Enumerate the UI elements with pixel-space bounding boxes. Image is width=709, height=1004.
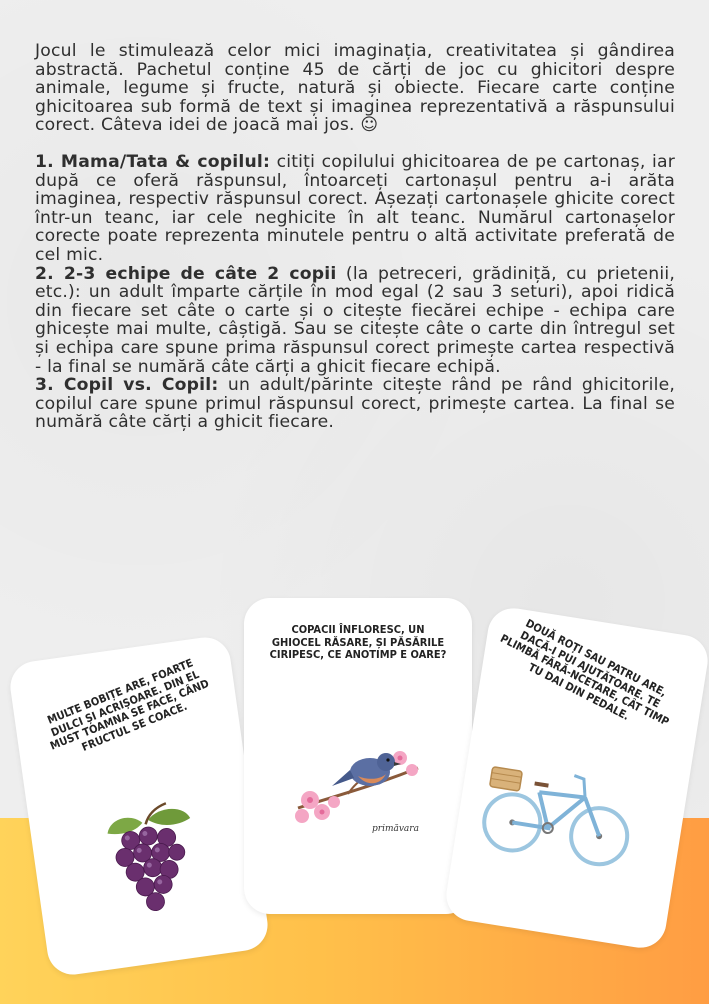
bicycle-icon [471,746,646,880]
card-riddle-text: MULTE BOBIȚE ARE, FOARTE DULCI ȘI ACRIȘOARE. DIN EL MUST TOAMNA SE FACE, CÂND FRUCTUL SE COACE. [45,656,211,754]
game-idea-3 [35,376,675,432]
intro-paragraph [35,42,675,135]
idea-2-title: 2. 2-3 echipe de câte 2 copii [35,263,337,284]
riddle-card-spring [244,598,472,914]
bird-blossom-icon [288,728,428,838]
intro-text: Jocul le stimulează celor mici imaginația, creativitatea și gândirea abstractă. Pachetul conține 45 de cărți de joc cu ghicitori despre animale, legume și fructe, natură și obiecte. Fiecare carte conține ghicitoarea sub formă de text și imaginea reprezentativă a răspunsului corect. Câteva idei de joacă mai jos. [35,41,675,136]
idea-3-title: 3. Copil vs. Copil: [35,375,219,396]
riddle-card-grapes [7,634,271,978]
card-answer-caption: primăvara [372,824,419,834]
card-riddle-text: DOUĂ ROȚI SAU PATRU ARE, DACĂ-I PUI AJUTĂTOARE. TE PLIMBĂ FĂRĂ-NCETARE, CÂT TIMP TU DAI DIN PEDALE. [498,616,672,729]
idea-3-text: un adult/părinte citește rând pe rând ghicitorile, copilul care spune primul răspunsul corect, primește cartea. La final se numără câte cărți a ghicit fiecare. [35,375,676,433]
game-idea-2 [35,265,675,377]
idea-2-text: (la petreceri, grădiniță, cu prietenii, etc.): un adult împarte cărțile în mod egal (2 sau 3 seturi), apoi ridică din fiecare set câte o carte și o citește fiecărei echipe - echipa care ghicește mai multe, câștigă. Sau se citește câte o carte din întregul set și echipa care spune prima răspunsul corect primește cartea respectivă - la final se numără câte cărți a ghicit fiecare echipă. [35,263,675,377]
grapes-icon [88,795,214,929]
game-idea-1 [35,153,675,265]
idea-1-title: 1. Mama/Tata & copilul: [35,151,271,172]
smiley-icon: ☺ [360,115,379,136]
card-riddle-text: COPACII ÎNFLORESC, UN GHIOCEL RĂSARE, ȘI PĂSĂRILE CIRIPESC, CE ANOTIMP E OARE? [269,623,447,661]
description-text [35,42,675,432]
idea-1-text: citiți copilului ghicitoarea de pe cartonaș, iar după ce oferă răspunsul, întoarceți cartonașul pentru a-i arăta imaginea, respectiv răspunsul corect. Așezați cartonașele ghicite corect într-un teanc, iar cele neghicite în alt teanc. Numărul cartonașelor corecte poate reprezenta minutele pentru o altă activitate preferată de cel mic. [35,151,675,265]
